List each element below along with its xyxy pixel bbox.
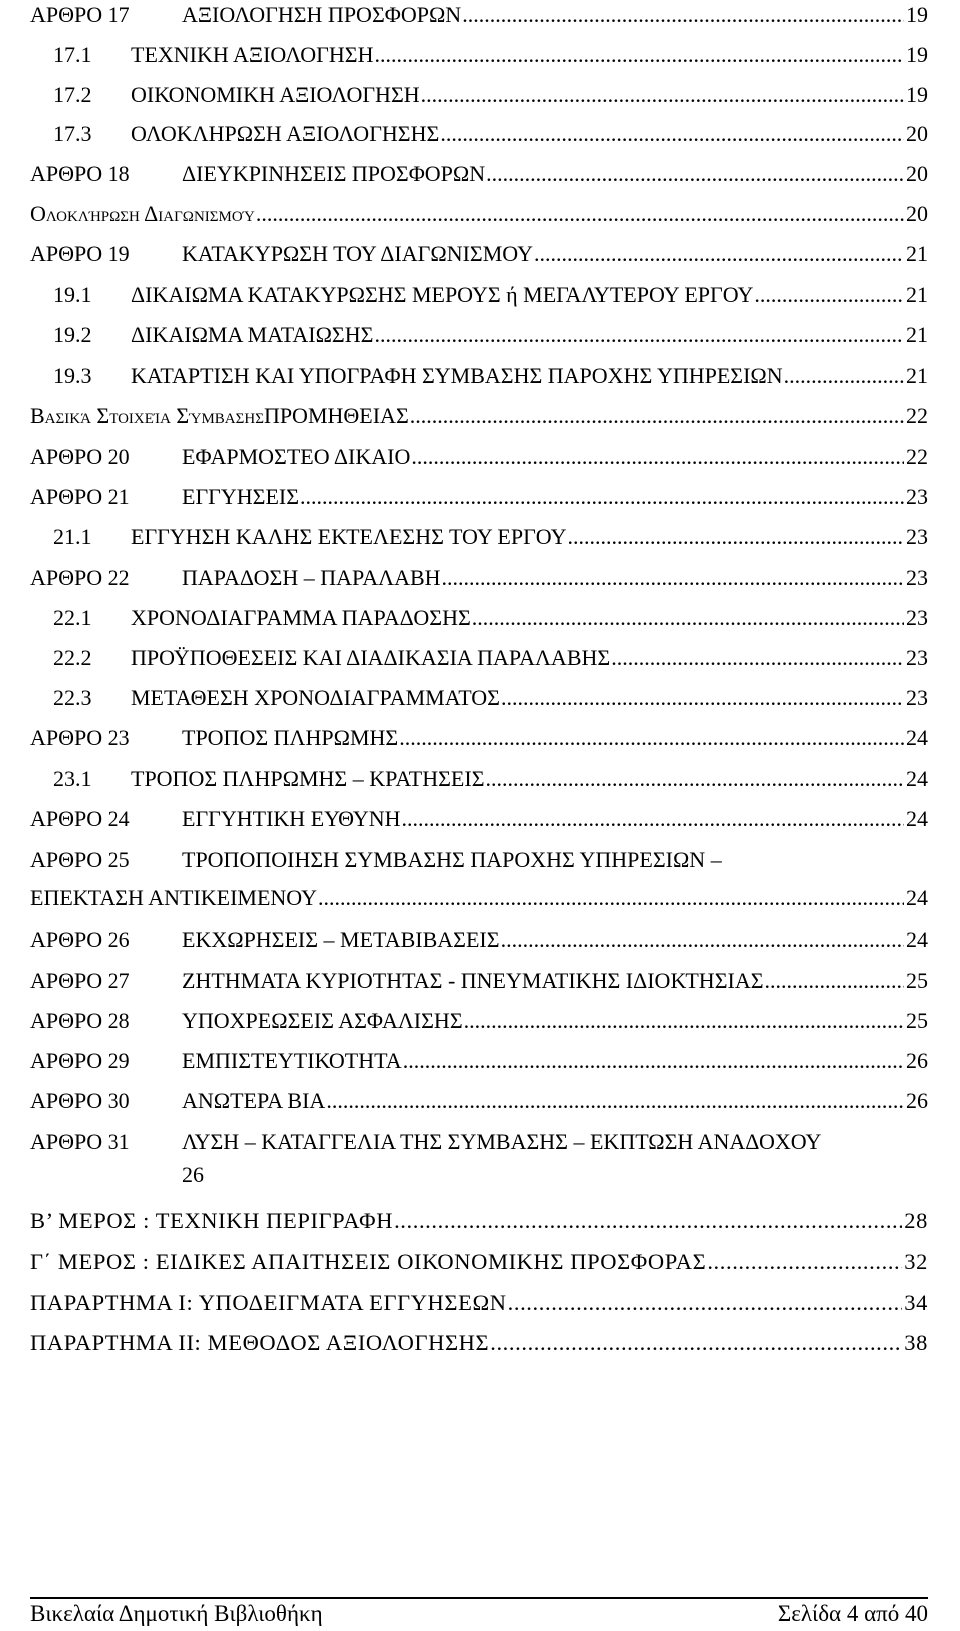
toc-entry[interactable] <box>0 1088 960 1114</box>
toc-dot-leader <box>508 1290 927 1316</box>
toc-entry-title-line <box>182 241 928 267</box>
toc-dot-leader <box>567 524 927 550</box>
toc-entry-title: ΖΗΤΗΜΑΤΑ ΚΥΡΙΟΤΗΤΑΣ - ΠΝΕΥΜΑΤΙΚΗΣ ΙΔΙΟΚΤΗΣΙΑΣ <box>182 968 764 993</box>
toc-entry-title-line <box>30 1330 928 1356</box>
toc-entry-title-line <box>131 363 928 389</box>
footer-rule <box>30 1597 928 1599</box>
toc-entry-title-line <box>30 885 928 911</box>
toc-entry-title-line <box>30 201 928 227</box>
toc-dot-leader <box>256 201 927 227</box>
toc-entry-title: ΔΙΕΥΚΡΙΝΗΣΕΙΣ ΠΡΟΣΦΟΡΩΝ <box>182 161 486 186</box>
toc-entry-number: ΑΡΘΡΟ 20 <box>30 444 130 469</box>
toc-entry-number: 17.1 <box>53 42 92 67</box>
toc-entry-title: ΔΙΚΑΙΩΜΑ ΚΑΤΑΚΥΡΩΣΗΣ ΜΕΡΟΥΣ ή ΜΕΓΑΛΥΤΕΡΟΥ ΕΡΓΟΥ <box>131 282 754 307</box>
toc-entry-number: 19.1 <box>53 282 92 307</box>
toc-entry-title: ΤΡΟΠΟΣ ΠΛΗΡΩΜΗΣ – ΚΡΑΤΗΣΕΙΣ <box>131 766 485 791</box>
toc-entry-title-line <box>30 403 928 429</box>
toc-dot-leader <box>403 1048 927 1074</box>
toc-entry-title-line <box>182 565 928 591</box>
toc-entry-title: Γ΄ ΜΕΡΟΣ : ΕΙΔΙΚΕΣ ΑΠΑΙΤΗΣΕΙΣ ΟΙΚΟΝΟΜΙΚΗΣ ΠΡΟΣΦΟΡΑΣ <box>30 1249 707 1274</box>
toc-dot-leader <box>300 484 927 510</box>
toc-entry-page: 22 <box>906 444 928 469</box>
toc-entry-page: 25 <box>906 968 928 993</box>
toc-entry-page: 24 <box>906 806 928 831</box>
toc-entry-number: ΑΡΘΡΟ 31 <box>30 1129 130 1154</box>
toc-entry-title-line <box>182 927 928 953</box>
toc-entry-title: ΜΕΤΑΘΕΣΗ ΧΡΟΝΟΔΙΑΓΡΑΜΜΑΤΟΣ <box>131 685 500 710</box>
toc-dot-leader <box>501 927 927 953</box>
toc-entry-title: ΔΙΚΑΙΩΜΑ ΜΑΤΑΙΩΣΗΣ <box>131 322 374 347</box>
toc-entry-title: ΕΓΓΥΗΣΕΙΣ <box>182 484 300 509</box>
toc-entry-number: ΑΡΘΡΟ 17 <box>30 2 130 27</box>
toc-entry-title: Βασικά Στοιχεία Σύμβασης <box>30 403 264 428</box>
toc-entry-page: 28 <box>904 1208 928 1233</box>
toc-dot-leader <box>501 685 927 711</box>
toc-entry-number: 17.2 <box>53 82 92 107</box>
toc-entry[interactable] <box>0 725 960 751</box>
toc-entry[interactable] <box>0 927 960 953</box>
toc-entry-title-line <box>131 766 928 792</box>
toc-entry-title-line <box>182 2 928 28</box>
toc-dot-leader <box>611 645 927 671</box>
toc-dot-leader <box>472 605 927 631</box>
toc-dot-leader <box>534 241 927 267</box>
toc-entry[interactable] <box>0 484 960 510</box>
toc-entry-number: ΑΡΘΡΟ 24 <box>30 806 130 831</box>
toc-entry[interactable] <box>0 241 960 267</box>
toc-dot-leader <box>707 1249 927 1275</box>
toc-entry-title: ΕΓΓΥΗΤΙΚΗ ΕΥΘΥΝΗ <box>182 806 401 831</box>
toc-entry-title: ΤΡΟΠΟΠΟΙΗΣΗ ΣΥΜΒΑΣΗΣ ΠΑΡΟΧΗΣ ΥΠΗΡΕΣΙΩΝ – <box>182 847 722 872</box>
toc-dot-leader <box>318 885 927 911</box>
toc-entry[interactable] <box>0 806 960 832</box>
toc-entry-number: ΑΡΘΡΟ 30 <box>30 1088 130 1113</box>
toc-entry-title-line <box>182 806 928 832</box>
toc-entry-page: 21 <box>906 322 928 347</box>
toc-entry-number: 19.2 <box>53 322 92 347</box>
toc-entry[interactable] <box>0 121 960 147</box>
footer-library-name: Βικελαία Δημοτική Βιβλιοθήκη <box>30 1601 323 1626</box>
toc-entry[interactable] <box>0 685 960 711</box>
toc-entry-title-line <box>182 161 928 187</box>
toc-entry-title-tail: ΠΡΟΜΗΘΕΙΑΣ <box>263 403 409 428</box>
toc-entry-title-line <box>131 121 928 147</box>
toc-entry-title-line <box>30 1208 928 1234</box>
toc-entry-title: ΕΚΧΩΡΗΣΕΙΣ – ΜΕΤΑΒΙΒΑΣΕΙΣ <box>182 927 500 952</box>
toc-entry-title: ΤΡΟΠΟΣ ΠΛΗΡΩΜΗΣ <box>182 725 399 750</box>
toc-dot-leader <box>486 161 927 187</box>
toc-entry-title-line <box>182 1008 928 1034</box>
toc-entry-title-line <box>131 524 928 550</box>
toc-entry-title: ΕΜΠΙΣΤΕΥΤΙΚΟΤΗΤΑ <box>182 1048 402 1073</box>
toc-dot-leader <box>399 725 927 751</box>
toc-entry-continuation[interactable] <box>0 885 960 911</box>
toc-entry-title: ΠΑΡΑΡΤΗΜΑ Ι: ΥΠΟΔΕΙΓΜΑΤΑ ΕΓΓΥΗΣΕΩΝ <box>30 1290 507 1315</box>
toc-entry-page: 22 <box>906 403 928 428</box>
toc-entry-title: ΠΡΟΫΠΟΘΕΣΕΙΣ ΚΑΙ ΔΙΑΔΙΚΑΣΙΑ ΠΑΡΑΛΑΒΗΣ <box>131 645 611 670</box>
toc-entry-page: 21 <box>906 363 928 388</box>
toc-entry-page: 20 <box>906 121 928 146</box>
toc-dot-leader <box>410 403 927 429</box>
toc-entry[interactable] <box>0 282 960 308</box>
toc-entry-title: ΥΠΟΧΡΕΩΣΕΙΣ ΑΣΦΑΛΙΣΗΣ <box>182 1008 463 1033</box>
toc-entry-title-line <box>30 1249 928 1275</box>
toc-entry[interactable] <box>0 847 960 873</box>
toc-dot-leader <box>421 82 927 108</box>
toc-entry-title: ΚΑΤΑΡΤΙΣΗ ΚΑΙ ΥΠΟΓΡΑΦΗ ΣΥΜΒΑΣΗΣ ΠΑΡΟΧΗΣ ΥΠΗΡΕΣΙΩΝ <box>131 363 783 388</box>
toc-entry-title-line <box>131 82 928 108</box>
toc-dot-leader <box>765 968 927 994</box>
toc-entry-title-line <box>131 42 928 68</box>
toc-entry-title-line <box>182 847 928 873</box>
toc-entry[interactable] <box>0 1129 960 1155</box>
toc-entry[interactable] <box>0 1048 960 1074</box>
toc-entry-title: ΕΓΓΥΗΣΗ ΚΑΛΗΣ ΕΚΤΕΛΕΣΗΣ ΤΟΥ ΕΡΓΟΥ <box>131 524 567 549</box>
toc-entry-number: ΑΡΘΡΟ 19 <box>30 241 130 266</box>
toc-entry-page: 24 <box>906 927 928 952</box>
toc-dot-leader <box>411 444 927 470</box>
toc-entry[interactable] <box>0 766 960 792</box>
toc-entry-title-line <box>182 1048 928 1074</box>
toc-entry-number: 22.1 <box>53 605 92 630</box>
toc-entry-number: ΑΡΘΡΟ 29 <box>30 1048 130 1073</box>
toc-entry[interactable] <box>0 1208 960 1234</box>
toc-entry-number: 21.1 <box>53 524 92 549</box>
toc-entry-title: ΑΝΩΤΕΡΑ ΒΙΑ <box>182 1088 326 1113</box>
toc-entry-title: ΧΡΟΝΟΔΙΑΓΡΑΜΜΑ ΠΑΡΑΔΟΣΗΣ <box>131 605 471 630</box>
toc-entry-page: 23 <box>906 565 928 590</box>
toc-entry[interactable] <box>0 565 960 591</box>
toc-entry-title-line <box>182 1129 928 1155</box>
toc-entry-page: 23 <box>906 685 928 710</box>
toc-entry[interactable] <box>0 82 960 108</box>
toc-entry-number: ΑΡΘΡΟ 21 <box>30 484 130 509</box>
toc-entry-page: 23 <box>906 645 928 670</box>
toc-entry[interactable] <box>0 1290 960 1316</box>
toc-entry-page: 26 <box>906 1088 928 1113</box>
toc-entry[interactable] <box>0 968 960 994</box>
toc-entry-title-line <box>182 725 928 751</box>
toc-dot-leader <box>374 42 927 68</box>
toc-entry-page: 21 <box>906 241 928 266</box>
toc-entry-number: 22.2 <box>53 645 92 670</box>
toc-entry-page: 23 <box>906 484 928 509</box>
toc-entry-title-line <box>30 1290 928 1316</box>
toc-entry[interactable] <box>0 645 960 671</box>
toc-entry[interactable] <box>0 161 960 187</box>
toc-entry-title: ΚΑΤΑΚΥΡΩΣΗ ΤΟΥ ΔΙΑΓΩΝΙΣΜΟΥ <box>182 241 533 266</box>
toc-entry-title-line <box>131 282 928 308</box>
toc-dot-leader <box>326 1088 927 1114</box>
toc-dot-leader <box>374 322 927 348</box>
toc-entry-number: ΑΡΘΡΟ 22 <box>30 565 130 590</box>
toc-entry-page: 20 <box>906 201 928 226</box>
toc-entry[interactable] <box>0 2 960 28</box>
toc-entry-number: ΑΡΘΡΟ 25 <box>30 847 130 872</box>
toc-entry-title: ΠΑΡΑΔΟΣΗ – ΠΑΡΑΛΑΒΗ <box>182 565 441 590</box>
toc-entry-number: ΑΡΘΡΟ 18 <box>30 161 130 186</box>
toc-entry[interactable] <box>0 322 960 348</box>
toc-entry-title: ΑΞΙΟΛΟΓΗΣΗ ΠΡΟΣΦΟΡΩΝ <box>182 2 462 27</box>
toc-entry-title-line <box>131 685 928 711</box>
toc-entry-title-line <box>182 484 928 510</box>
toc-entry-page: 19 <box>906 42 928 67</box>
toc-entry-page: 24 <box>906 766 928 791</box>
toc-dot-leader <box>442 565 927 591</box>
toc-entry[interactable] <box>0 363 960 389</box>
toc-entry-number: 23.1 <box>53 766 92 791</box>
toc-entry-title: ΕΦΑΡΜΟΣΤΕΟ ΔΙΚΑΙΟ <box>182 444 411 469</box>
toc-dot-leader <box>464 1008 927 1034</box>
toc-dot-leader <box>490 1330 927 1356</box>
toc-entry-page: 23 <box>906 524 928 549</box>
toc-entry[interactable] <box>0 1330 960 1356</box>
toc-entry-title: ΟΛΟΚΛΗΡΩΣΗ ΑΞΙΟΛΟΓΗΣΗΣ <box>131 121 440 146</box>
toc-entry-number: 19.3 <box>53 363 92 388</box>
toc-entry-title-line <box>182 1088 928 1114</box>
toc-entry-title: ΟΙΚΟΝΟΜΙΚΗ ΑΞΙΟΛΟΓΗΣΗ <box>131 82 420 107</box>
toc-entry-title-continued: ΕΠΕΚΤΑΣΗ ΑΝΤΙΚΕΙΜΕΝΟΥ <box>30 885 317 910</box>
toc-dot-leader <box>402 806 927 832</box>
toc-entry-page: 34 <box>904 1290 928 1315</box>
toc-entry-page: 38 <box>904 1330 928 1355</box>
toc-entry-title-line <box>182 444 928 470</box>
toc-entry-number: ΑΡΘΡΟ 23 <box>30 725 130 750</box>
toc-entry-number: 17.3 <box>53 121 92 146</box>
toc-dot-leader <box>754 282 927 308</box>
toc-entry[interactable] <box>0 1249 960 1275</box>
toc-entry-page: 26 <box>182 1162 204 1187</box>
toc-entry-page: 20 <box>906 161 928 186</box>
toc-entry[interactable] <box>0 42 960 68</box>
toc-entry[interactable] <box>0 403 960 429</box>
toc-entry[interactable] <box>0 524 960 550</box>
toc-entry-title: ΛΥΣΗ – ΚΑΤΑΓΓΕΛΙΑ ΤΗΣ ΣΥΜΒΑΣΗΣ – ΕΚΠΤΩΣΗ ΑΝΑΔΟΧΟΥ <box>182 1129 822 1154</box>
toc-entry-title-line <box>131 322 928 348</box>
toc-entry-title: Β’ ΜΕΡΟΣ : ΤΕΧΝΙΚΗ ΠΕΡΙΓΡΑΦΗ <box>30 1208 394 1233</box>
toc-entry-page: 21 <box>906 282 928 307</box>
toc-entry-page: 23 <box>906 605 928 630</box>
toc-entry[interactable] <box>0 1008 960 1034</box>
toc-entry-title-line <box>131 605 928 631</box>
toc-entry-title: ΠΑΡΑΡΤΗΜΑ ΙΙ: ΜΕΘΟΔΟΣ ΑΞΙΟΛΟΓΗΣΗΣ <box>30 1330 490 1355</box>
toc-entry-title-line <box>182 968 928 994</box>
toc-dot-leader <box>440 121 927 147</box>
toc-entry-number: ΑΡΘΡΟ 26 <box>30 927 130 952</box>
toc-entry[interactable] <box>0 201 960 227</box>
toc-dot-leader <box>462 2 927 28</box>
toc-entry-number: ΑΡΘΡΟ 28 <box>30 1008 130 1033</box>
toc-entry-page: 32 <box>904 1249 928 1274</box>
toc-entry-page: 24 <box>906 885 928 910</box>
toc-entry-title: ΤΕΧΝΙΚΗ ΑΞΙΟΛΟΓΗΣΗ <box>131 42 374 67</box>
toc-dot-leader <box>486 766 927 792</box>
toc-entry-page: 19 <box>906 82 928 107</box>
toc-entry-number: 22.3 <box>53 685 92 710</box>
toc-entry-page: 24 <box>906 725 928 750</box>
toc-entry-page: 26 <box>906 1048 928 1073</box>
toc-entry[interactable] <box>0 605 960 631</box>
footer-page-number: Σελίδα 4 από 40 <box>777 1601 928 1626</box>
toc-entry-page: 19 <box>906 2 928 27</box>
toc-entry-number: ΑΡΘΡΟ 27 <box>30 968 130 993</box>
toc-dot-leader <box>394 1208 927 1234</box>
toc-entry[interactable] <box>0 444 960 470</box>
toc-entry-title: Ολοκλήρωση Διαγωνισμού <box>30 201 255 226</box>
toc-entry-page: 25 <box>906 1008 928 1033</box>
page-footer <box>30 1600 928 1630</box>
toc-entry-title-line <box>131 645 928 671</box>
